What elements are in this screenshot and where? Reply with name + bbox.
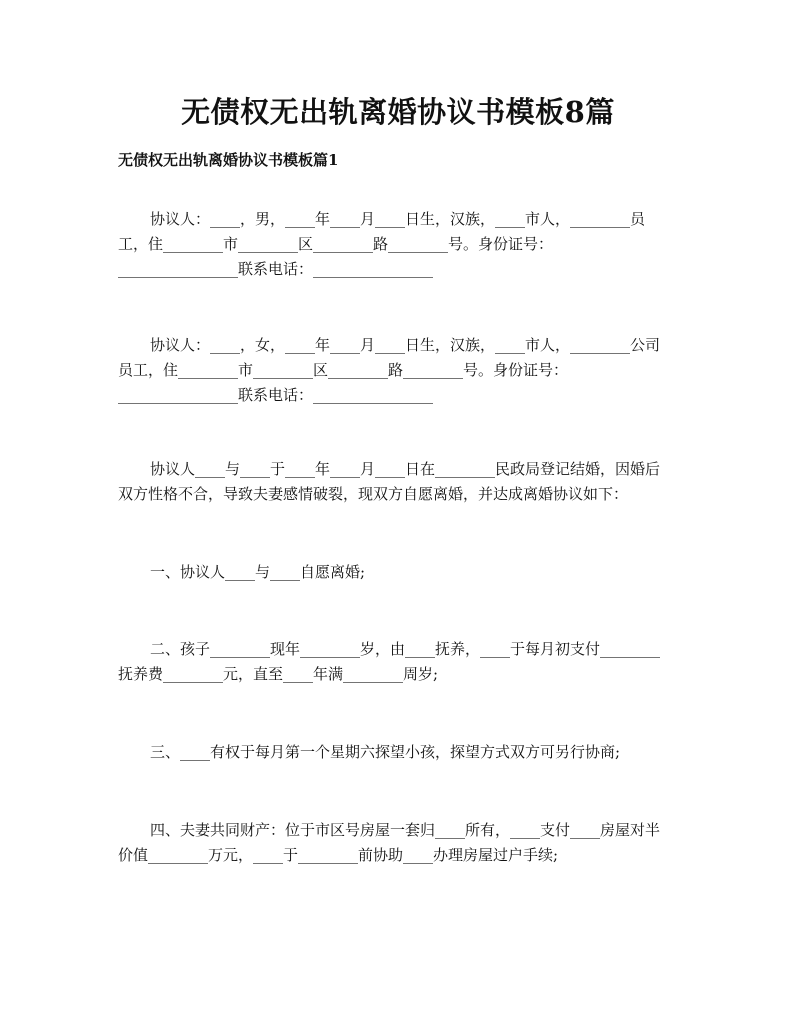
paragraph-clause-3 — [118, 740, 684, 765]
document-title: 无债权无出轨离婚协议书模板8篇 — [181, 95, 615, 129]
paragraph-party-two — [118, 333, 684, 408]
text-line: ________________联系电话：________________ — [118, 386, 434, 404]
text-line: 协议人____与____于____年____月____日在________民政局登记结婚，因婚后 — [150, 460, 661, 478]
paragraph-party-one — [118, 207, 684, 282]
text-line: 员工，住________市________区________路________号。身份证号： — [118, 361, 569, 379]
text-line: 工，住________市________区________路________号。身份证号： — [118, 235, 554, 253]
paragraph-clause-1 — [118, 560, 684, 585]
text-line: 协议人：____，女，____年____月____日生，汉族，____市人，________公司 — [150, 336, 661, 354]
paragraph-marriage-info — [118, 457, 684, 507]
paragraph-clause-4 — [118, 818, 684, 868]
text-line: 二、孩子________现年________岁，由____抚养，____于每月初支付________ — [150, 640, 661, 658]
text-line: 协议人：____，男，____年____月____日生，汉族，____市人，________员 — [150, 210, 646, 228]
paragraph-clause-2 — [118, 637, 684, 687]
text-line: ________________联系电话：________________ — [118, 260, 434, 278]
text-line: 双方性格不合，导致夫妻感情破裂，现双方自愿离婚，并达成离婚协议如下： — [118, 485, 629, 503]
text-line: 三、____有权于每月第一个星期六探望小孩，探望方式双方可另行协商; — [150, 743, 621, 761]
text-line: 一、协议人____与____自愿离婚; — [150, 563, 366, 581]
section-heading: 无债权无出轨离婚协议书模板篇1 — [118, 151, 339, 169]
text-line: 抚养费________元，直至____年满________周岁; — [118, 665, 439, 683]
text-line: 价值________万元，____于________前协助____办理房屋过户手续; — [118, 846, 559, 864]
text-line: 四、夫妻共同财产：位于市区号房屋一套归____所有，____支付____房屋对半 — [150, 821, 661, 839]
